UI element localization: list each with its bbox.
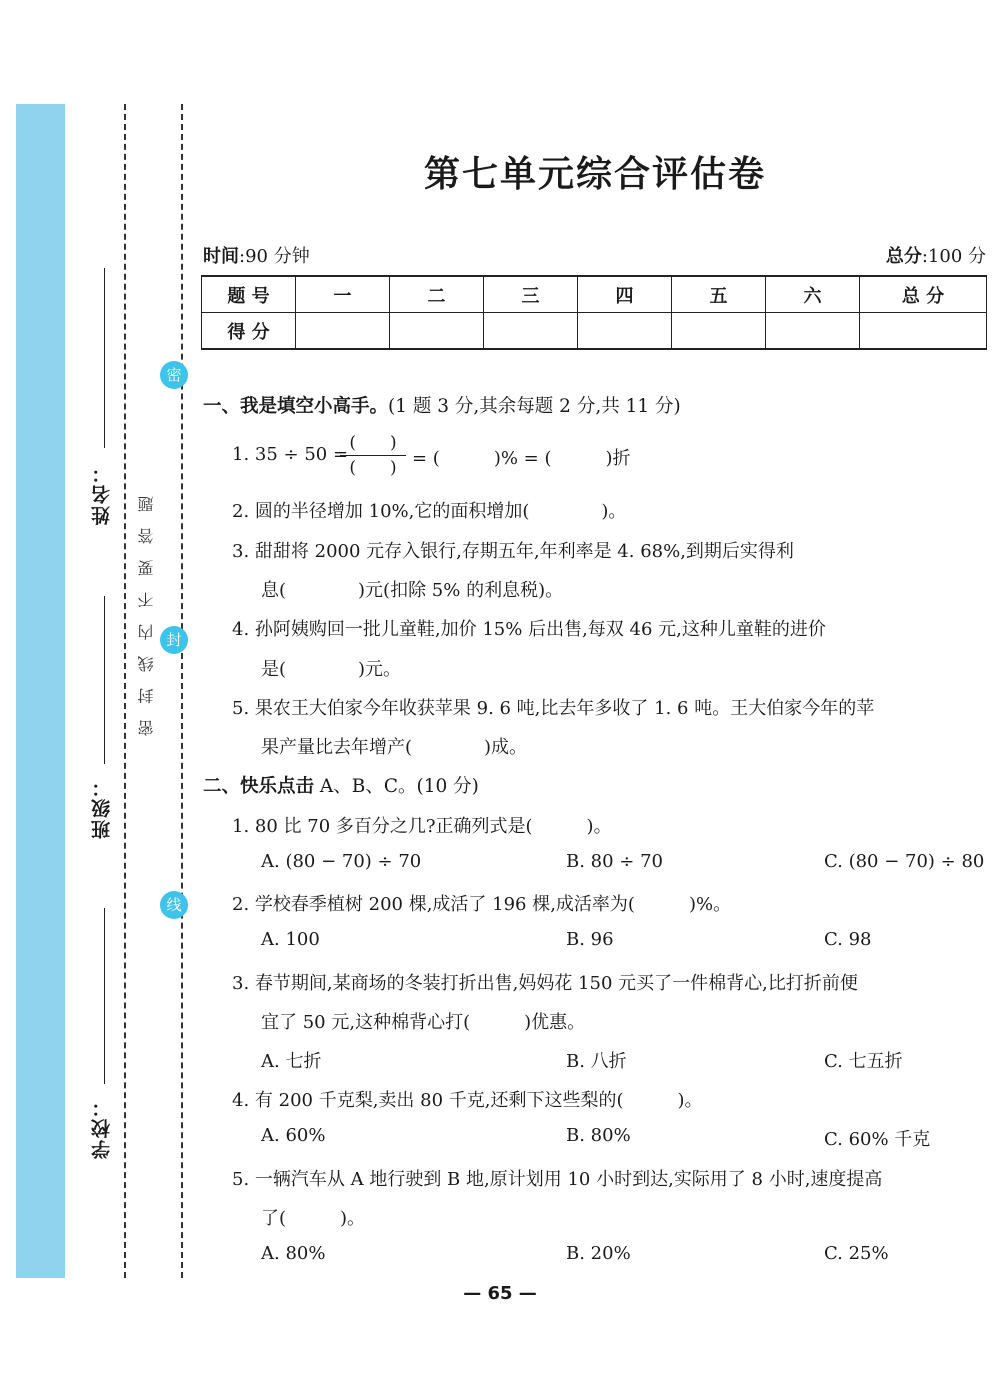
fraction-numerator: ( ): [349, 433, 397, 453]
score-header-cell: 三: [484, 276, 578, 313]
score-header-cell: 题 号: [202, 276, 296, 313]
time-label: 时间: [203, 246, 239, 267]
total-info: [886, 242, 986, 268]
page-number: — 65 —: [463, 1283, 537, 1304]
score-cell[interactable]: [296, 313, 390, 350]
s1-q1-fraction: [340, 432, 406, 479]
s1-q2: 2. 圆的半径增加 10%,它的面积增加( )。: [232, 501, 627, 522]
s1-q5-line1: 5. 果农王大伯家今年收获苹果 9. 6 吨,比去年多收了 1. 6 吨。王大伯家今年的苹: [232, 698, 875, 719]
score-table-score-row: [202, 313, 987, 350]
s2-q4-option-b[interactable]: B. 80%: [566, 1125, 631, 1146]
section2-title: 二、快乐点击: [203, 776, 315, 797]
section2-note: A、B、C。(10 分): [319, 776, 479, 797]
seal-hint-text: 密封线内不要答题: [137, 480, 156, 736]
fraction-denominator: ( ): [349, 458, 397, 478]
binding-margin-strip: [16, 104, 65, 1278]
score-header-cell: 六: [766, 276, 860, 313]
score-cell[interactable]: [672, 313, 766, 350]
score-cell[interactable]: [860, 313, 987, 350]
class-write-line: [104, 596, 105, 764]
score-cell[interactable]: [484, 313, 578, 350]
score-row-label: 得 分: [202, 313, 296, 350]
school-write-line: [104, 908, 105, 1084]
s1-q3-line2: 息( )元(扣除 5% 的利息税)。: [261, 580, 564, 601]
s2-q2-option-c[interactable]: C. 98: [824, 929, 872, 950]
page-title: 第七单元综合评估卷: [423, 154, 766, 195]
section1-note: (1 题 3 分,其余每题 2 分,共 11 分): [388, 396, 681, 417]
s2-q2: 2. 学校春季植树 200 棵,成活了 196 棵,成活率为( )%。: [232, 894, 732, 915]
s2-q4: 4. 有 200 千克梨,卖出 80 千克,还剩下这些梨的( )。: [232, 1090, 703, 1111]
total-label: 总分: [885, 246, 922, 267]
seal-mi-icon: 密: [160, 361, 188, 389]
s2-q5-option-a[interactable]: A. 80%: [261, 1243, 326, 1264]
s2-q4-option-c[interactable]: C. 60% 千克: [824, 1129, 931, 1150]
name-label: 姓名：: [91, 462, 113, 525]
score-header-cell: 四: [578, 276, 672, 313]
s2-q3-option-a[interactable]: A. 七折: [261, 1051, 322, 1072]
seal-dashed-line-inner: [124, 104, 126, 1278]
s2-q1-option-b[interactable]: B. 80 ÷ 70: [566, 851, 664, 872]
s2-q1-option-c[interactable]: C. (80 − 70) ÷ 80: [824, 851, 985, 872]
score-cell[interactable]: [390, 313, 484, 350]
class-label: 班级：: [91, 776, 113, 839]
school-label: 学校：: [91, 1096, 113, 1159]
s2-q4-option-a[interactable]: A. 60%: [261, 1125, 326, 1146]
score-cell[interactable]: [766, 313, 860, 350]
s2-q2-option-b[interactable]: B. 96: [566, 929, 614, 950]
s2-q3-option-c[interactable]: C. 七五折: [824, 1051, 903, 1072]
score-table: [201, 275, 987, 350]
s1-q3-line1: 3. 甜甜将 2000 元存入银行,存期五年,年利率是 4. 68%,到期后实得利: [232, 541, 794, 562]
s2-q5-option-c[interactable]: C. 25%: [824, 1243, 889, 1264]
seal-xian-icon: 线: [160, 891, 188, 919]
total-value: :100 分: [921, 246, 986, 267]
s2-q5-line2: 了( )。: [261, 1208, 366, 1229]
s1-q1-prefix: 1. 35 ÷ 50 =: [232, 444, 349, 465]
section1-title: 一、我是填空小高手。: [203, 396, 389, 417]
score-header-cell: 五: [672, 276, 766, 313]
s2-q1-option-a[interactable]: A. (80 − 70) ÷ 70: [261, 851, 422, 872]
s1-q1-suffix: = ( )% = ( )折: [412, 448, 631, 469]
s1-q5-line2: 果产量比去年增产( )成。: [261, 737, 528, 758]
time-info: [203, 242, 310, 268]
s2-q5-option-b[interactable]: B. 20%: [566, 1243, 631, 1264]
score-header-cell: 一: [296, 276, 390, 313]
score-table-header-row: [202, 276, 987, 313]
s2-q3-line1: 3. 春节期间,某商场的冬装打折出售,妈妈花 150 元买了一件棉背心,比打折前便: [232, 973, 858, 994]
seal-feng-icon: 封: [160, 626, 188, 654]
s2-q3-option-b[interactable]: B. 八折: [566, 1051, 627, 1072]
s2-q3-line2: 宜了 50 元,这种棉背心打( )优惠。: [261, 1012, 586, 1033]
time-value: :90 分钟: [239, 246, 310, 267]
s2-q2-option-a[interactable]: A. 100: [261, 929, 320, 950]
section2-heading: [203, 772, 479, 798]
s2-q1: 1. 80 比 70 多百分之几?正确列式是( )。: [232, 816, 612, 837]
score-header-cell: 二: [390, 276, 484, 313]
seal-dashed-line-outer: [181, 104, 183, 1278]
s1-q4-line2: 是( )元。: [261, 659, 402, 680]
fraction-bar: [340, 455, 406, 456]
score-header-cell: 总 分: [860, 276, 987, 313]
score-cell[interactable]: [578, 313, 672, 350]
s2-q5-line1: 5. 一辆汽车从 A 地行驶到 B 地,原计划用 10 小时到达,实际用了 8 小时,速度提高: [232, 1169, 883, 1190]
s1-q4-line1: 4. 孙阿姨购回一批儿童鞋,加价 15% 后出售,每双 46 元,这种儿童鞋的进价: [232, 619, 826, 640]
section1-heading: [203, 392, 681, 418]
name-write-line: [104, 268, 105, 448]
